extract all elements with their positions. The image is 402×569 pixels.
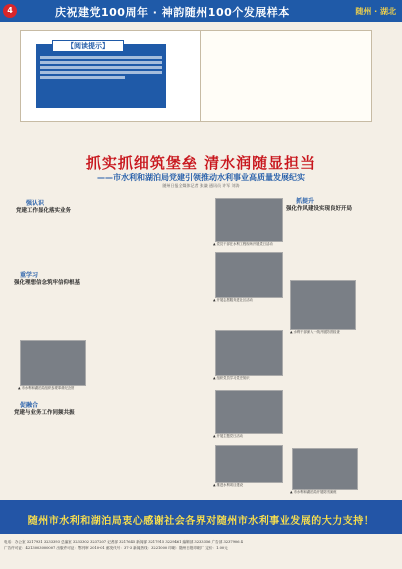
caption-7: ▲ 推进水利项目建设 [213,483,243,487]
photo-volunteer [215,252,283,298]
caption-3: ▲ 开展志愿服务进社区活动 [213,298,253,302]
reading-tips-title: 【阅读提示】 [52,40,124,52]
caption-1: ▲ 市水利和湖泊局组织参观革命纪念馆 [18,386,75,390]
caption-8: ▲ 市水利和湖泊局开展防汛演练 [290,490,337,494]
photo-party-day [215,390,283,434]
footer-line-2: 广告许可证：4213003000007 出版许可证：鄂刊审 2010-01 邮发代号：37-3 新闻热线：3221000 印刷：随州日报印刷厂 定价：1.00元 [4,545,228,550]
footer [0,540,402,569]
caption-5: ▲ 组织党员学习党史知识 [213,376,250,380]
section-3-title: 党建与业务工作同频共振 [14,410,75,416]
caption-2: ▲ 党员干部在水利工程现场开展党日活动 [213,242,273,246]
caption-6: ▲ 开展主题党日活动 [213,434,243,438]
main-headline: 抓实抓细筑堡垒 清水润随显担当 [85,154,317,172]
photo-flood-drill [292,448,358,490]
photo-project-site [215,198,283,242]
banner-tag: 随州 · 湖北 [355,7,396,16]
section-1-title: 党建工作显化落实业务 [16,208,72,214]
footer-line-1: 电话：办公室 3217931 3233393 总编室 3233302 3237207 记者部 3217645 新闻部 3217915 3229461 编辑部 3233356 广告部 3237906 4 [4,540,243,544]
section-4-title: 强化作风建设实现良好开局 [286,206,353,212]
section-2-title: 强化理想信念筑牢信仰根基 [14,280,81,286]
reading-tips-text [40,54,162,81]
section-2-kicker: 重学习 [20,272,39,279]
book-right-page [200,30,372,122]
photo-memorial-visit [20,340,86,386]
caption-4: ▲ 水利干部深入一线开展防汛检查 [290,330,340,334]
section-3-kicker: 促融合 [20,402,39,409]
subheadline: ——市水利和湖泊局党建引领推动水利事业高质量发展纪实 [97,173,305,182]
byline: 随州日报全媒体记者 张谦 通讯员 许军 刘涛 [162,183,240,188]
photo-study [215,330,283,376]
top-banner [0,0,402,22]
banner-title: 庆祝建党100周年 · 神韵随州100个发展样本 [55,6,290,19]
section-4-kicker: 抓提升 [296,198,315,205]
page-number-badge: 4 [3,4,17,18]
photo-flood-inspection [290,280,356,330]
section-1-kicker: 强认识 [26,200,45,207]
photo-project-build [215,445,283,483]
bottom-slogan: 随州市水利和湖泊局衷心感谢社会各界对随州市水利事业发展的大力支持！ [27,516,375,527]
